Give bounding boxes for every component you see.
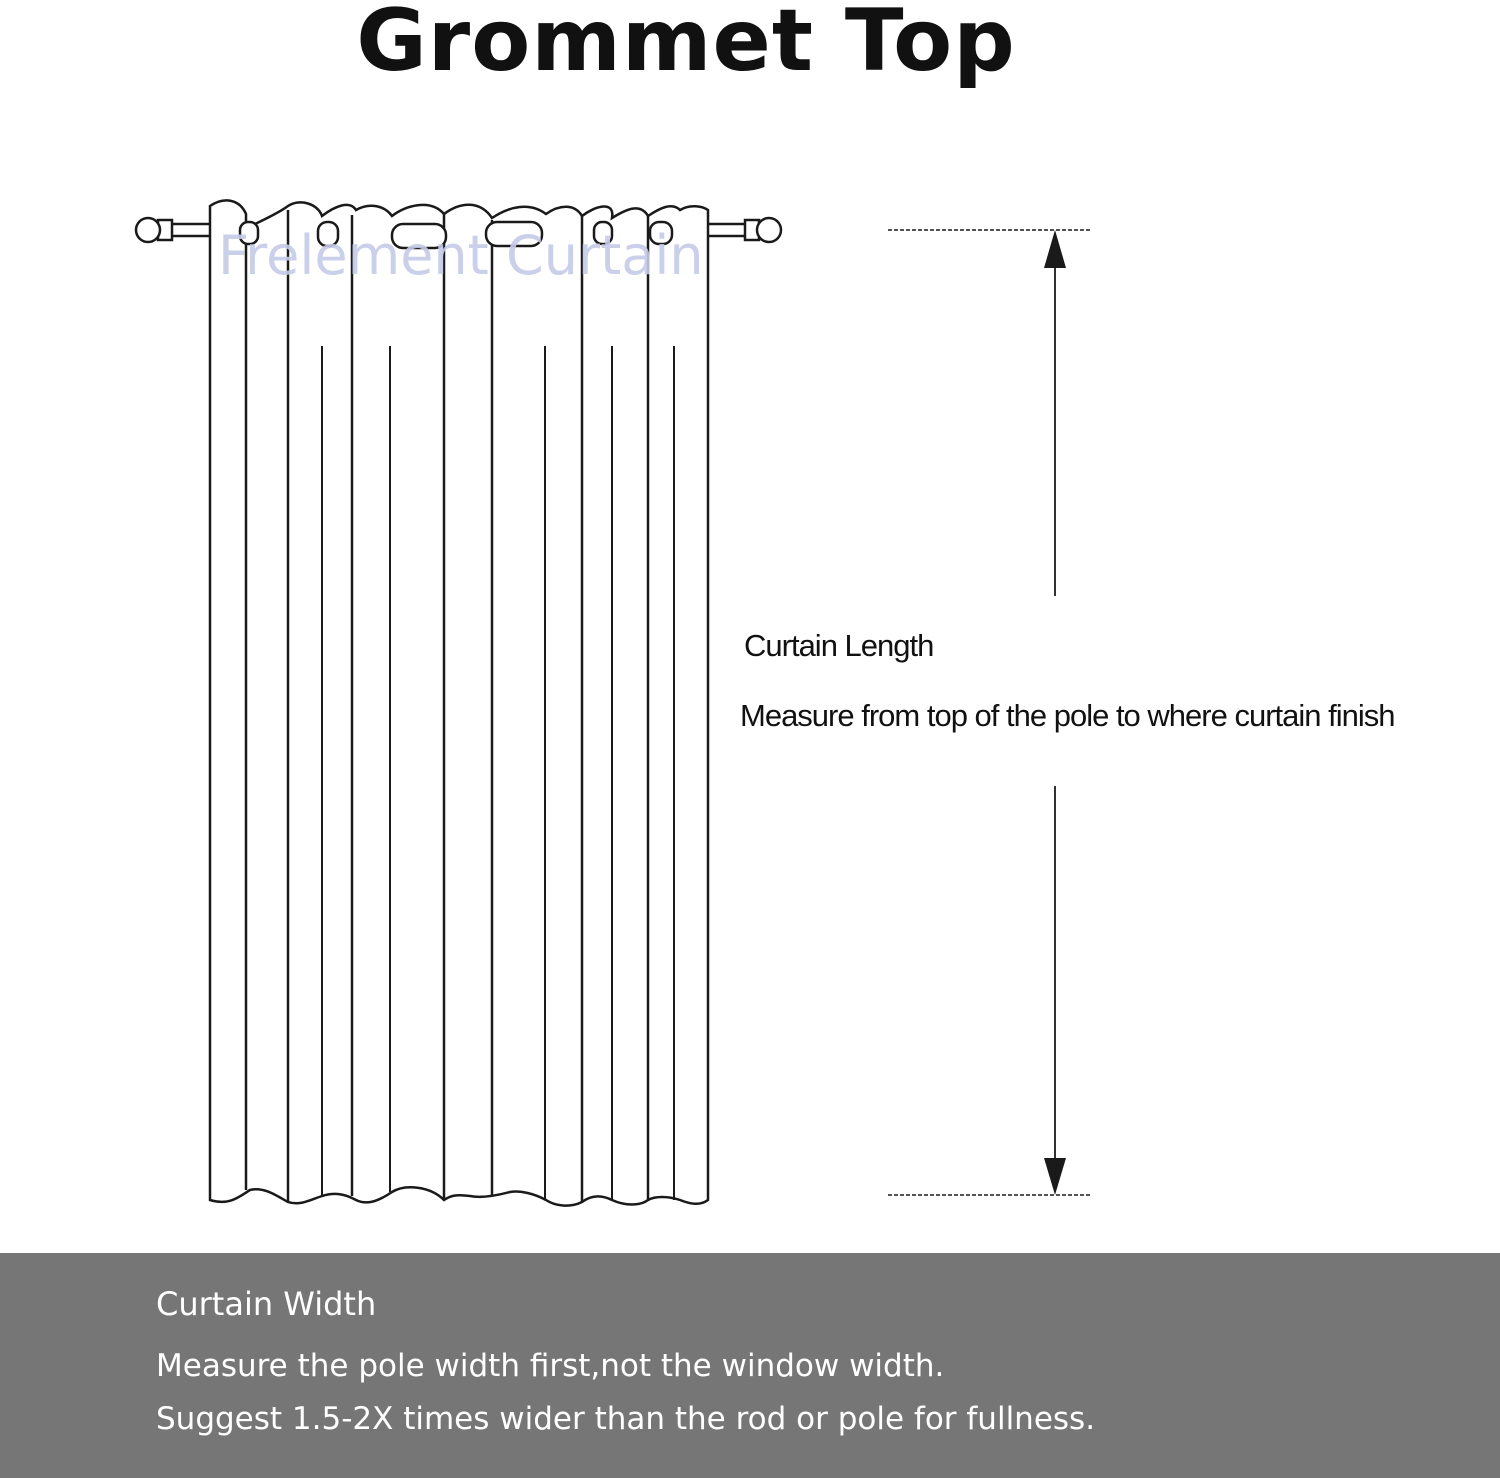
- rod-finial-left-icon: [136, 218, 160, 242]
- curtain-width-panel: [0, 1253, 1500, 1478]
- curtain-length-label: Curtain Length: [744, 628, 934, 663]
- arrow-up-icon: [1044, 230, 1066, 268]
- curtain-length-description: Measure from top of the pole to where curtain finish: [740, 698, 1395, 733]
- rod-finial-right-icon: [757, 218, 781, 242]
- curtain-width-label: Curtain Width: [156, 1285, 377, 1323]
- page-title: Grommet Top: [356, 0, 1016, 91]
- watermark: Frelement Curtain: [218, 224, 704, 287]
- curtain-width-instruction-2: Suggest 1.5-2X times wider than the rod or pole for fullness.: [156, 1401, 1096, 1437]
- arrow-down-icon: [1044, 1158, 1066, 1195]
- curtain-width-instruction-1: Measure the pole width first,not the window width.: [156, 1348, 945, 1384]
- curtain-panel: [210, 200, 708, 1205]
